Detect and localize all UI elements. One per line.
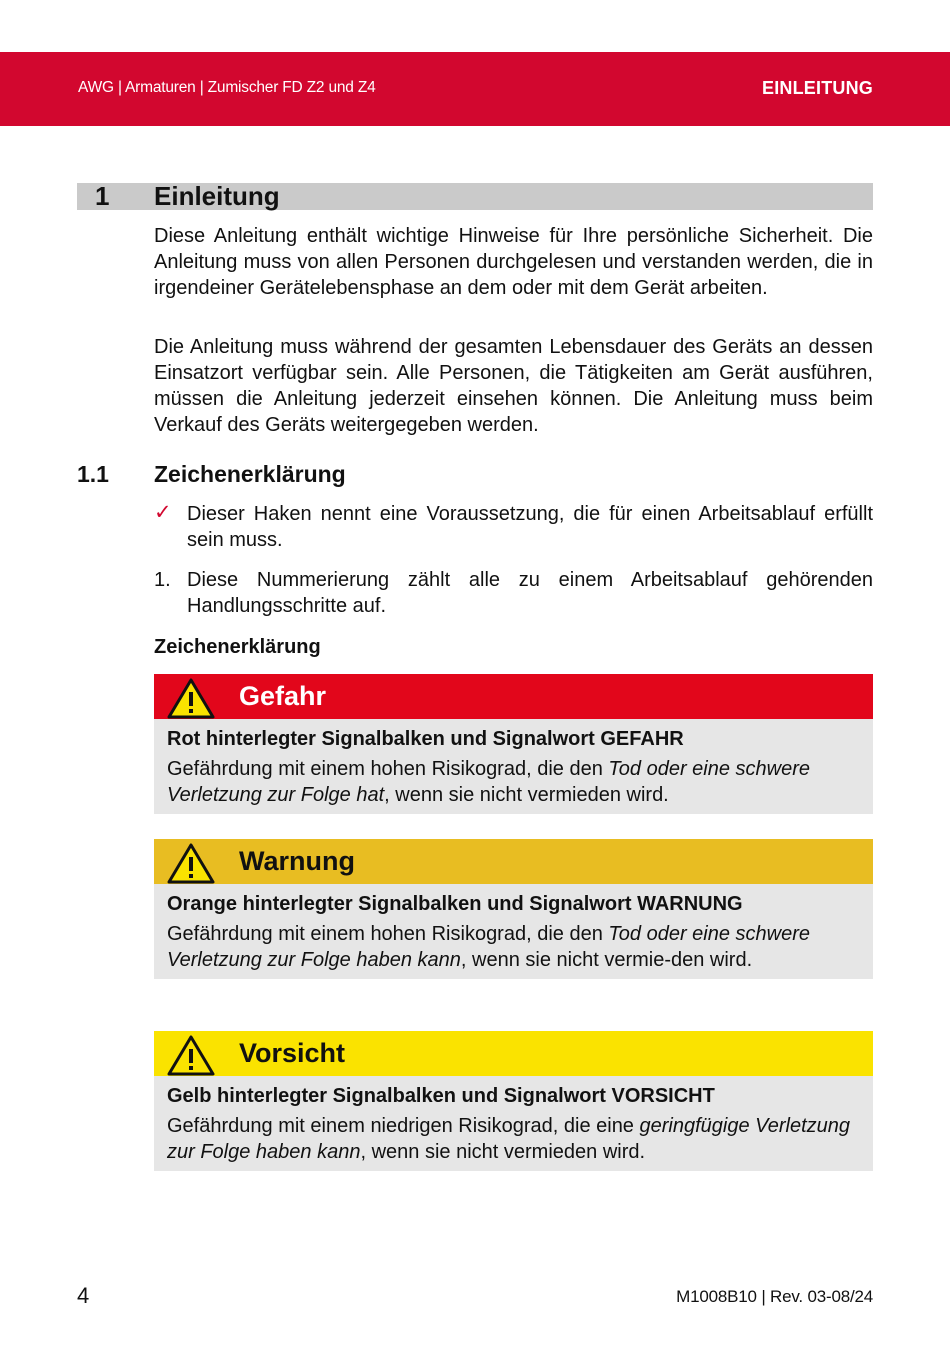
signal-description [154,1076,873,1171]
caution-signal-bar [154,1031,873,1076]
checkmark-icon: ✓ [154,501,172,524]
intro-paragraph: Diese Anleitung enthält wichtige Hinweise für Ihre persönliche Sicherheit. Die Anleitung muss von allen Personen durchgelesen und verstanden werden, die in irgendeiner Gerätelebensphase an dem oder mit dem Gerät arbeiten. [154,225,873,299]
signal-word: Warnung [239,846,355,876]
chapter-title: Einleitung [154,181,280,211]
list-item: Dieser Haken nennt eine Voraussetzung, die für einen Arbeitsablauf erfüllt sein muss. [187,503,873,551]
intro-paragraph: Die Anleitung muss während der gesamten Lebensdauer des Geräts an dessen Einsatzort verfügbar sein. Alle Personen, die Tätigkeiten am Gerät ausführen, müssen die Anleitung jederzeit einsehen können. Die Anleitung muss beim Verkauf des Geräts weitergegeben werden. [154,336,873,436]
signal-word: Vorsicht [239,1038,346,1068]
signal-word: Gefahr [239,681,327,711]
signal-text: Gefährdung mit einem niedrigen Risikograd, die eine geringfügige Verletzung zur Folge haben kann, wenn sie nicht vermieden wird. [167,1115,851,1163]
page-header [0,52,950,126]
warning-triangle-icon [166,842,216,884]
document-reference: M1008B10 | Rev. 03-08/24 [676,1287,873,1306]
list-item: Diese Nummerierung zählt alle zu einem Arbeitsablauf gehörenden Handlungsschritte auf. [187,569,873,617]
section-number: 1.1 [77,461,109,487]
signal-description [154,884,873,979]
section-title: Zeichenerklärung [154,461,346,487]
legend-subheading: Zeichenerklärung [154,636,321,658]
page-number: 4 [77,1283,90,1308]
chapter-number: 1 [95,181,110,211]
danger-signal-bar [154,674,873,719]
warning-signal-box [154,839,873,979]
signal-description [154,719,873,814]
warning-signal-bar [154,839,873,884]
signal-text: Gefährdung mit einem hohen Risikograd, die den Tod oder eine schwere Verletzung zur Folge hat, wenn sie nicht vermieden wird. [167,758,811,806]
signal-heading: Orange hinterlegter Signalbalken und Signalwort WARNUNG [167,893,743,915]
signal-heading: Gelb hinterlegter Signalbalken und Signalwort VORSICHT [167,1085,715,1107]
signal-text: Gefährdung mit einem hohen Risikograd, die den Tod oder eine schwere Verletzung zur Folge haben kann, wenn sie nicht vermie-den wird. [167,923,811,971]
caution-signal-box [154,1031,873,1171]
breadcrumb: AWG | Armaturen | Zumischer FD Z2 und Z4 [78,79,376,96]
list-number: 1. [154,569,171,591]
danger-signal-box [154,674,873,814]
signal-heading: Rot hinterlegter Signalbalken und Signalwort GEFAHR [167,728,684,750]
warning-triangle-icon [166,677,216,719]
section-label: EINLEITUNG [761,78,873,98]
warning-triangle-icon [166,1034,216,1076]
